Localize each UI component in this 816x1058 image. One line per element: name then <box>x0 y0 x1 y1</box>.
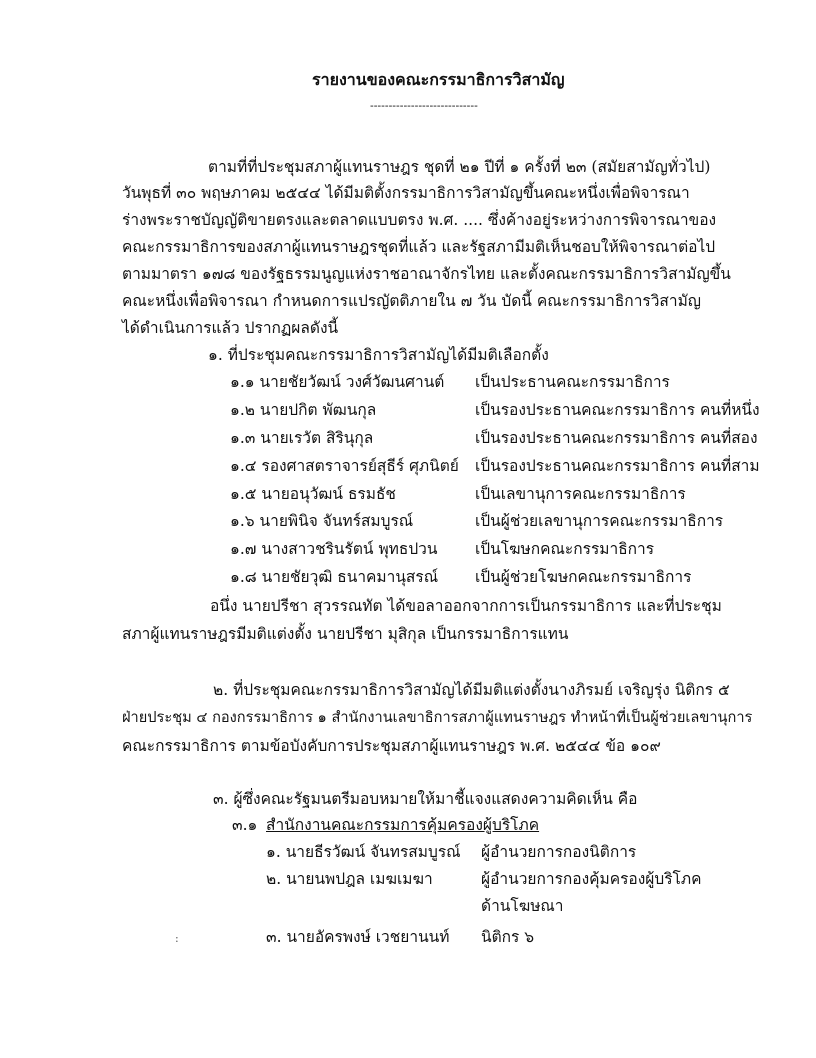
intro-line: ร่างพระราชบัญญัติขายตรงและตลาดแบบตรง พ.ศ. .... ซึ่งค้างอยู่ระหว่างการพิจารณาของ <box>122 211 717 229</box>
section3-heading: ๓. ผู้ซึ่งคณะรัฐมนตรีมอบหมายให้มาชี้แจงแสดงความคิดเห็น คือ <box>213 790 638 808</box>
section3-sub-heading: สำนักงานคณะกรรมการคุ้มครองผู้บริโภค <box>266 816 540 834</box>
member-role: เป็นรองประธานคณะกรรมาธิการ คนที่หนึ่ง <box>475 401 760 419</box>
member-role: เป็นผู้ช่วยเลขานุการคณะกรรมาธิการ <box>475 512 724 530</box>
section2-line: ฝ่ายประชุม ๔ กองกรรมาธิการ ๑ สำนักงานเลขาธิการสภาผู้แทนราษฎร ทำหน้าที่เป็นผู้ช่วยเลขานุการ <box>122 709 753 726</box>
stray-scan-mark: : <box>175 932 179 945</box>
person-role: ผู้อำนวยการกองคุ้มครองผู้บริโภค <box>481 870 702 888</box>
section2-line: คณะกรรมาธิการ ตามข้อบังคับการประชุมสภาผู้แทนราษฎร พ.ศ. ๒๕๔๔ ข้อ ๑๐๙ <box>122 737 661 755</box>
member-name: ๑.๖ นายพินิจ จันทร์สมบูรณ์ <box>230 512 414 530</box>
member-role: เป็นโฆษกคณะกรรมาธิการ <box>475 540 655 558</box>
document-title: รายงานของคณะกรรมาธิการวิสามัญ <box>312 70 565 89</box>
member-name: ๑.๔ รองศาสตราจารย์สุธีร์ ศุภนิตย์ <box>230 457 459 475</box>
person-role: ผู้อำนวยการกองนิติการ <box>481 843 637 861</box>
intro-line: คณะหนึ่งเพื่อพิจารณา กำหนดการแปรญัตติภายใน ๗ วัน บัดนี้ คณะกรรมาธิการวิสามัญ <box>122 292 702 310</box>
member-role: เป็นผู้ช่วยโฆษกคณะกรรมาธิการ <box>475 568 692 586</box>
member-name: ๑.๘ นายชัยวุฒิ ธนาคมานุสรณ์ <box>230 568 439 586</box>
section3-sub-number: ๓.๑ <box>232 816 258 834</box>
member-role: เป็นเลขานุการคณะกรรมาธิการ <box>475 485 686 503</box>
section1-note: สภาผู้แทนราษฎรมีมติแต่งตั้ง นายปรีชา มุสิกุล เป็นกรรมาธิการแทน <box>122 625 569 643</box>
intro-line: คณะกรรมาธิการของสภาผู้แทนราษฎรชุดที่แล้ว และรัฐสภามีมติเห็นชอบให้พิจารณาต่อไป <box>122 238 716 256</box>
member-role: เป็นรองประธานคณะกรรมาธิการ คนที่สาม <box>475 457 760 475</box>
intro-line: วันพุธที่ ๓๐ พฤษภาคม ๒๕๔๔ ได้มีมติตั้งกรรมาธิการวิสามัญขึ้นคณะหนึ่งเพื่อพิจารณา <box>122 184 690 202</box>
member-name: ๑.๒ นายปกิต พัฒนกุล <box>230 401 377 419</box>
person-role: นิติกร ๖ <box>481 928 535 946</box>
member-name: ๑.๓ นายเรวัต สิรินุกุล <box>230 429 374 447</box>
person-name: ๓. นายอัครพงษ์ เวชยานนท์ <box>266 928 450 946</box>
section1-heading: ๑. ที่ประชุมคณะกรรมาธิการวิสามัญได้มีมติเลือกตั้ง <box>208 346 549 364</box>
member-name: ๑.๕ นายอนุวัฒน์ ธรมธัช <box>230 485 396 503</box>
intro-line: ตามที่ที่ประชุมสภาผู้แทนราษฎร ชุดที่ ๒๑ ปีที่ ๑ ครั้งที่ ๒๓ (สมัยสามัญทั่วไป) <box>208 158 711 176</box>
person-name: ๒. นายนพปฎล เมฆเมฆา <box>266 870 433 888</box>
title-rule: ----------------------------- <box>370 99 478 112</box>
person-role-continuation: ด้านโฆษณา <box>481 897 564 915</box>
intro-line: ตามมาตรา ๑๗๘ ของรัฐธรรมนูญแห่งราชอาณาจักรไทย และตั้งคณะกรรมาธิการวิสามัญขึ้น <box>122 265 731 283</box>
person-name: ๑. นายธีรวัฒน์ จันทรสมบูรณ์ <box>266 843 461 861</box>
intro-line: ได้ดำเนินการแล้ว ปรากฏผลดังนี้ <box>122 319 339 337</box>
member-role: เป็นรองประธานคณะกรรมาธิการ คนที่สอง <box>475 429 758 447</box>
member-name: ๑.๗ นางสาวชรินรัตน์ พุทธปวน <box>230 540 438 558</box>
member-role: เป็นประธานคณะกรรมาธิการ <box>475 373 670 391</box>
member-name: ๑.๑ นายชัยวัฒน์ วงศ์วัฒนศานต์ <box>230 373 445 391</box>
section2-line: ๒. ที่ประชุมคณะกรรมาธิการวิสามัญได้มีมติแต่งตั้งนางภิรมย์ เจริญรุ่ง นิติกร ๕ <box>213 681 730 699</box>
section1-note: อนึ่ง นายปรีชา สุวรรณทัต ได้ขอลาออกจากการเป็นกรรมาธิการ และที่ประชุม <box>210 597 722 615</box>
